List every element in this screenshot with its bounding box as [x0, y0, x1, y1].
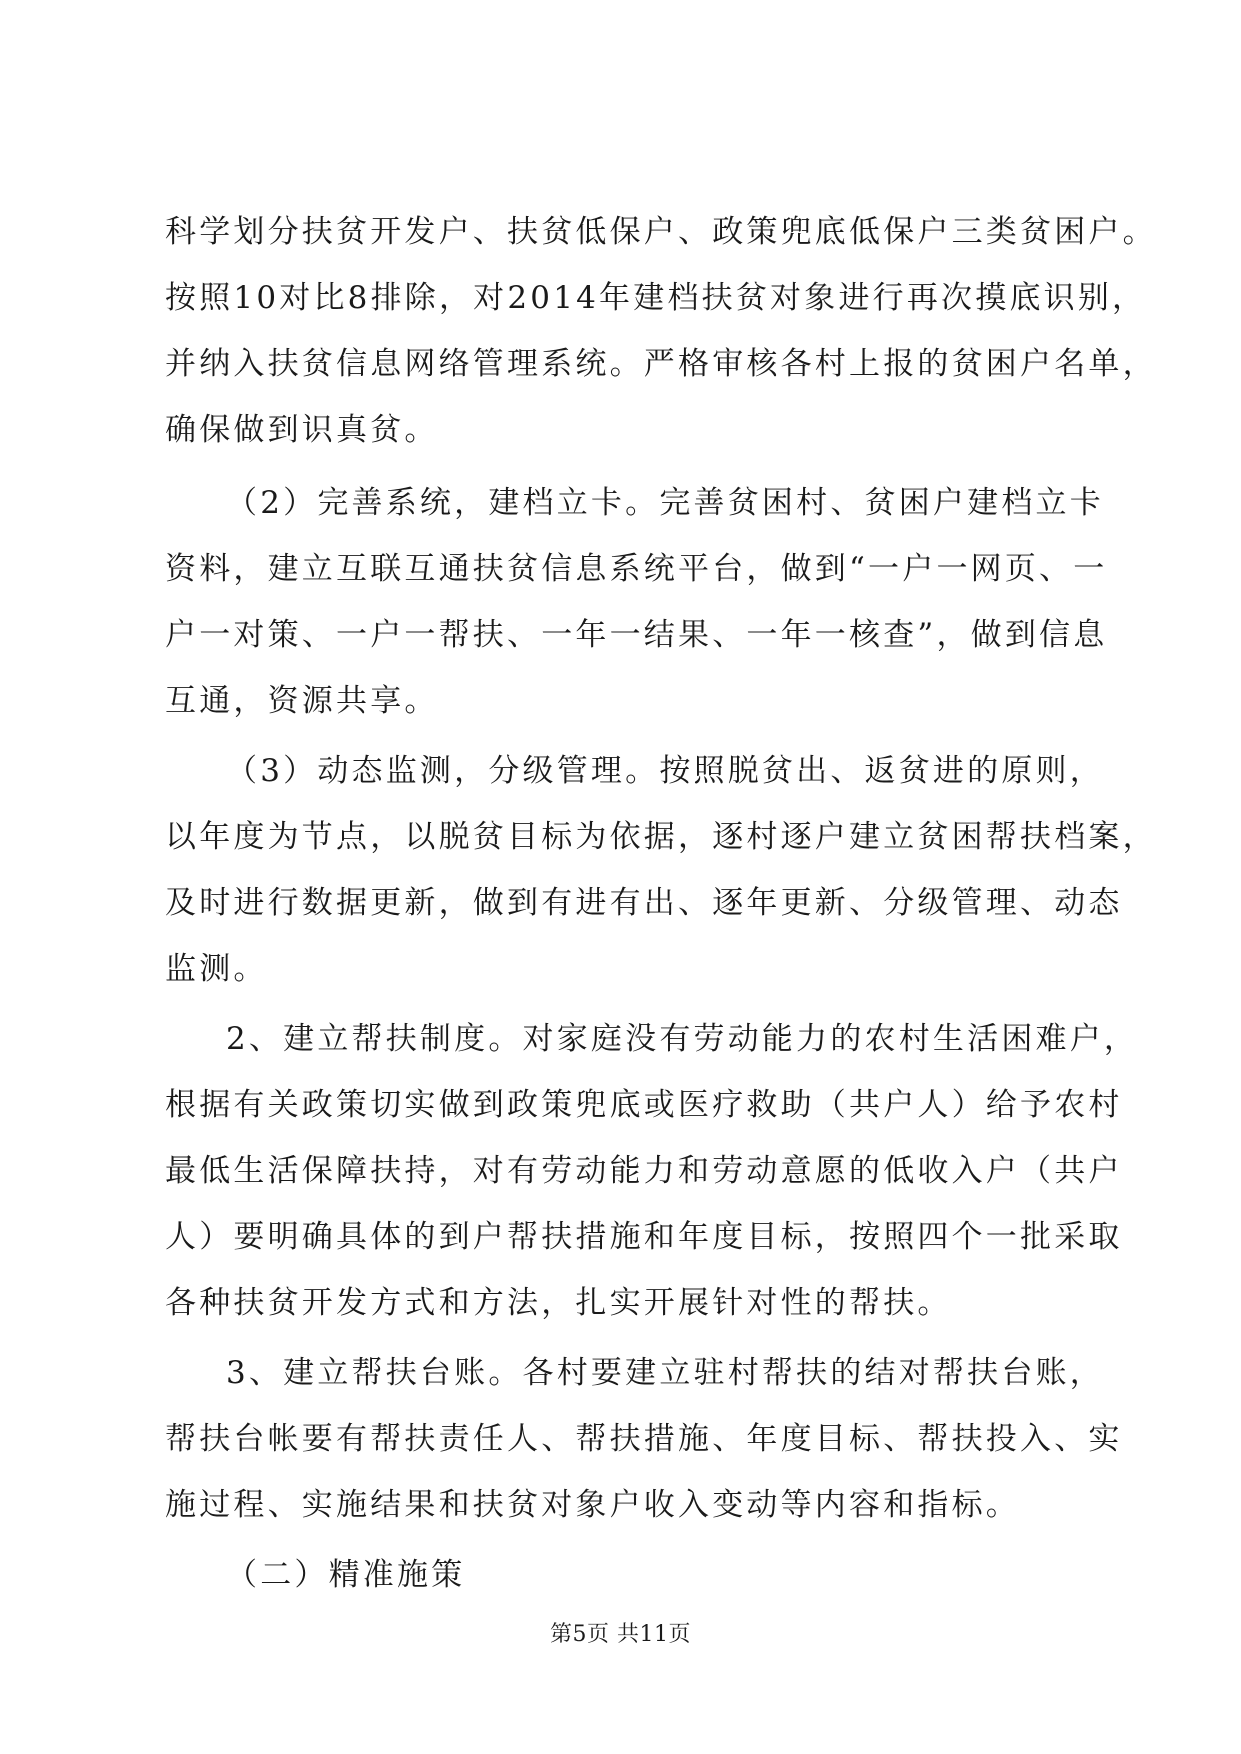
text-line: 人）要明确具体的到户帮扶措施和年度目标，按照四个一批采取: [165, 1219, 1123, 1255]
text-line: 根据有关政策切实做到政策兜底或医疗救助（共户人）给予农村: [165, 1087, 1123, 1123]
text-line: 及时进行数据更新，做到有进有出、逐年更新、分级管理、动态: [165, 885, 1123, 921]
text-line: 施过程、实施结果和扶贫对象户收入变动等内容和指标。: [165, 1487, 1020, 1523]
text-line: 并纳入扶贫信息网络管理系统。严格审核各村上报的贫困户名单，: [165, 346, 1157, 382]
text-line: 最低生活保障扶持，对有劳动能力和劳动意愿的低收入户（共户: [165, 1153, 1123, 1189]
text-line: 2、建立帮扶制度。对家庭没有劳动能力的农村生活困难户，: [226, 1021, 1139, 1057]
text-line: 科学划分扶贫开发户、扶贫低保户、政策兜底低保户三类贫困户。: [165, 214, 1157, 250]
text-line: 各种扶贫开发方式和方法，扎实开展针对性的帮扶。: [165, 1285, 952, 1321]
text-line: 资料，建立互联互通扶贫信息系统平台，做到“一户一网页、一: [165, 551, 1108, 587]
text-line: （3）动态监测，分级管理。按照脱贫出、返贫进的原则，: [226, 753, 1104, 789]
text-line: 互通，资源共享。: [165, 683, 439, 719]
text-line: 以年度为节点，以脱贫目标为依据，逐村逐户建立贫困帮扶档案，: [165, 819, 1157, 855]
text-line: 确保做到识真贫。: [165, 412, 439, 448]
text-line: （2）完善系统，建档立卡。完善贫困村、贫困户建档立卡: [226, 485, 1104, 521]
page-number: 第5页 共11页: [550, 1622, 691, 1647]
text-line: 监测。: [165, 951, 268, 987]
text-line: 户一对策、一户一帮扶、一年一结果、一年一核查”，做到信息: [165, 617, 1108, 653]
text-line: 3、建立帮扶台账。各村要建立驻村帮扶的结对帮扶台账，: [226, 1355, 1104, 1391]
section-heading: （二）精准施策: [226, 1557, 466, 1593]
text-line: 按照10对比8排除，对2014年建档扶贫对象进行再次摸底识别，: [165, 280, 1147, 316]
text-line: 帮扶台帐要有帮扶责任人、帮扶措施、年度目标、帮扶投入、实: [165, 1421, 1123, 1457]
